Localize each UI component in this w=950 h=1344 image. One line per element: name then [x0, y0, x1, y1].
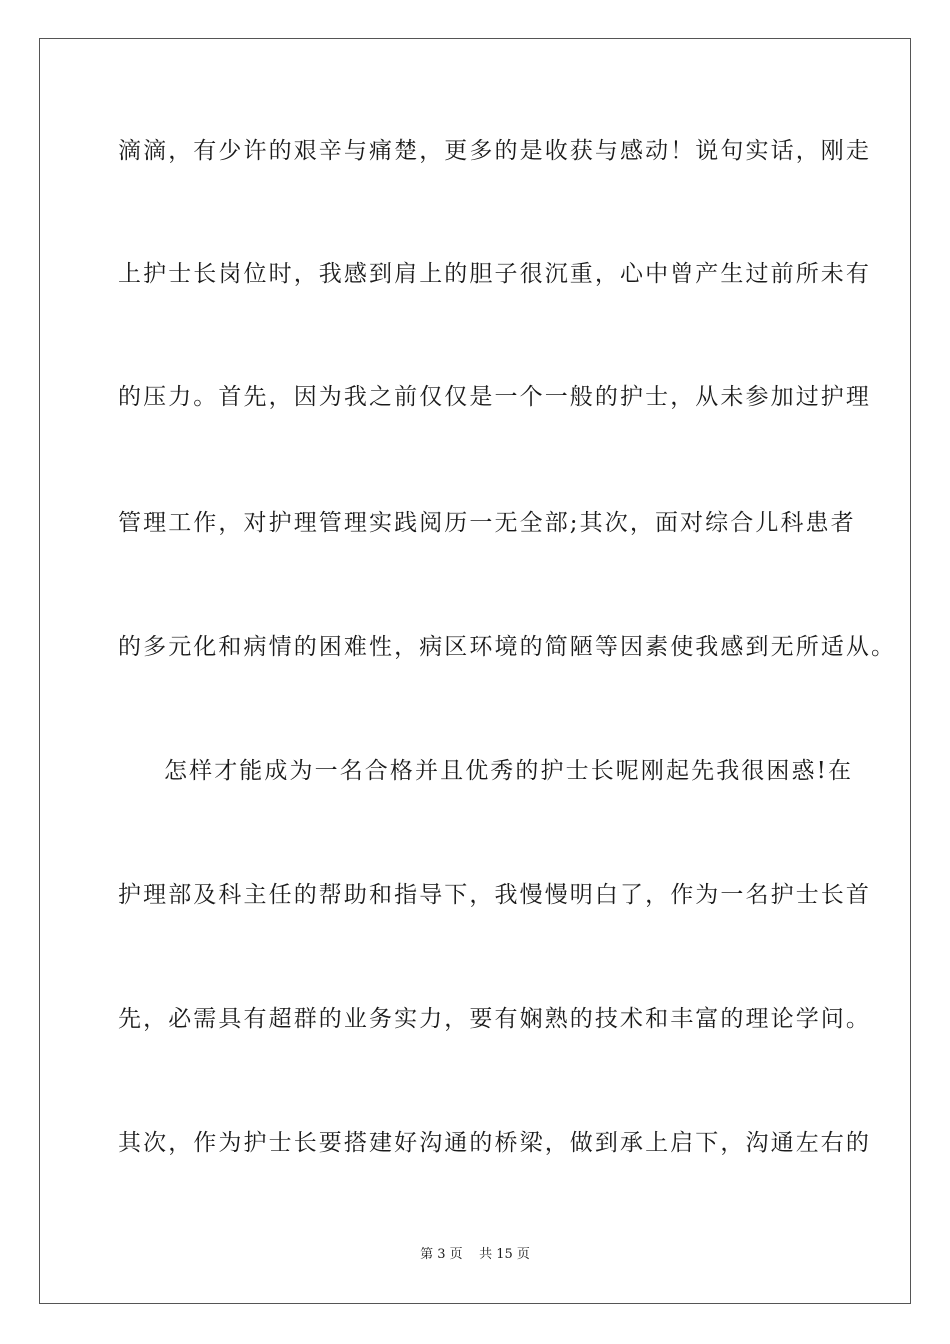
page-border: [39, 38, 911, 1304]
text-line-8: 先，必需具有超群的业务实力，要有娴熟的技术和丰富的理论学问。: [118, 1006, 871, 1032]
text-line-4: 管理工作，对护理管理实践阅历一无全部;其次，面对综合儿科患者: [118, 510, 856, 536]
text-line-7: 护理部及科主任的帮助和指导下，我慢慢明白了，作为一名护士长首: [118, 882, 871, 908]
text-line-5: 的多元化和病情的困难性，病区环境的简陋等因素使我感到无所适从。: [118, 634, 897, 660]
text-line-1: 滴滴，有少许的艰辛与痛楚，更多的是收获与感动！说句实话，刚走: [118, 138, 871, 164]
text-line-6-paragraph-start: 怎样才能成为一名合格并且优秀的护士长呢刚起先我很困惑!在: [164, 758, 854, 784]
text-line-2: 上护士长岗位时，我感到肩上的胆子很沉重，心中曾产生过前所未有: [118, 261, 871, 287]
page-number-footer: 第 3 页 共 15 页: [420, 1247, 530, 1262]
text-line-9: 其次，作为护士长要搭建好沟通的桥梁，做到承上启下，沟通左右的: [118, 1130, 871, 1156]
text-line-3: 的压力。首先，因为我之前仅仅是一个一般的护士，从未参加过护理: [118, 384, 871, 410]
